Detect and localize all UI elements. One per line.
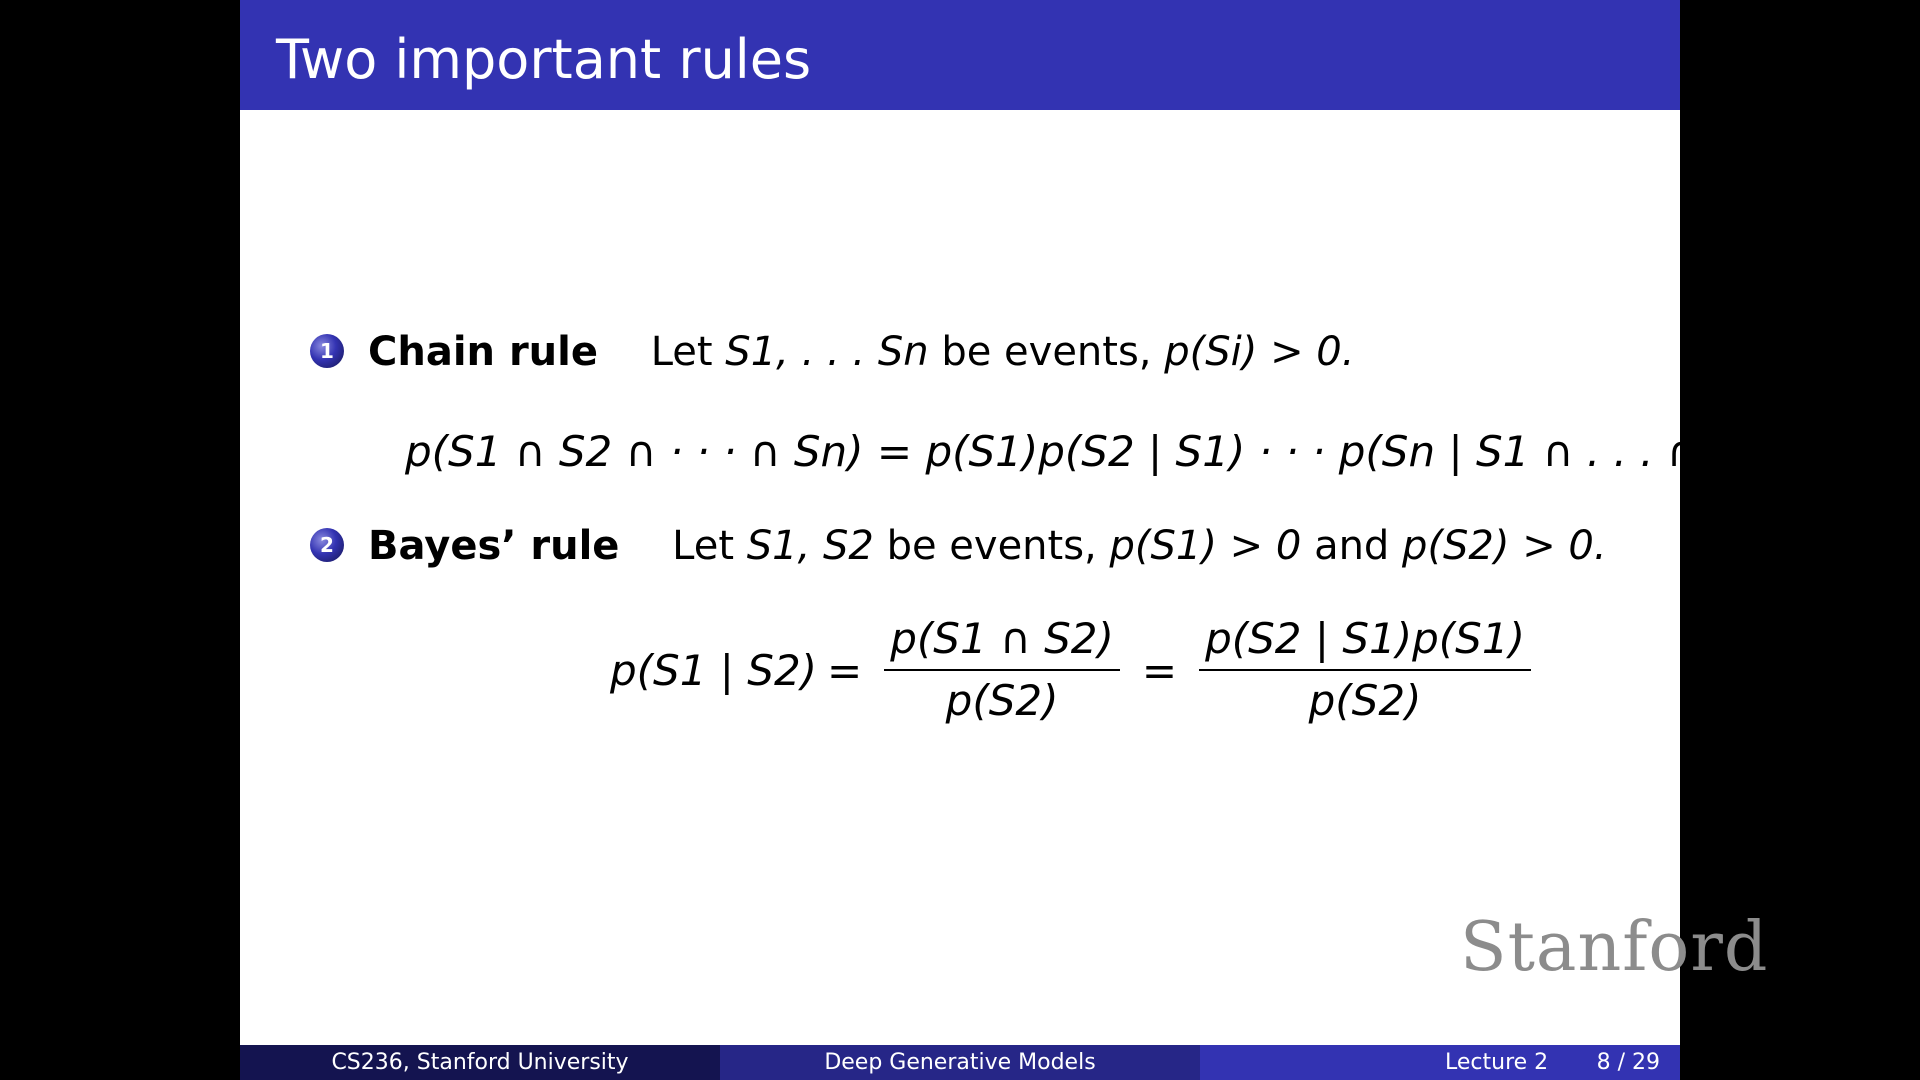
fraction-2 — [1199, 613, 1531, 727]
bayes-rule-condition-1: p(S1) > 0 — [1109, 523, 1302, 569]
fraction-1-denominator: p(S2) — [945, 676, 1059, 725]
chain-rule-condition: p(Si) > 0. — [1164, 329, 1355, 375]
bayes-rule-heading: Bayes’ rule — [368, 523, 620, 569]
chain-rule-let: Let — [650, 329, 713, 375]
equals-sign: = — [1141, 645, 1178, 695]
slide — [240, 0, 1843, 1080]
footer-page-number: 8 / 29 — [1596, 1050, 1660, 1075]
footer-title: Deep Generative Models — [720, 1045, 1200, 1080]
fraction-2-numerator: p(S2 | S1)p(S1) — [1199, 613, 1531, 671]
bayes-rule-equation — [610, 610, 1543, 730]
footer-lecture: Lecture 2 — [1445, 1050, 1549, 1075]
fraction-1 — [884, 613, 1120, 727]
equals-sign: = — [827, 645, 863, 695]
bayes-lhs: p(S1 | S2) — [610, 645, 818, 695]
stanford-logo: Stanford — [1460, 908, 1769, 987]
chain-rule-line — [368, 322, 1354, 382]
bayes-rule-be-events: be events, — [886, 523, 1097, 569]
footer-course: CS236, Stanford University — [240, 1045, 720, 1080]
chain-rule-equation: p(S1 ∩ S2 ∩ · · · ∩ Sn) = p(S1)p(S2 | S1) · · · p(Sn | S1 ∩ . . . ∩ Sn−1) — [405, 427, 1843, 476]
bayes-rule-and: and — [1314, 523, 1390, 569]
footer-right — [1200, 1045, 1680, 1080]
chain-rule-be-events: be events, — [941, 329, 1152, 375]
bayes-rule-condition-2: p(S2) > 0. — [1402, 523, 1607, 569]
bayes-rule-line — [368, 516, 1607, 576]
title-bar — [240, 0, 1680, 110]
chain-rule-heading: Chain rule — [368, 329, 598, 375]
bayes-rule-let: Let — [672, 523, 735, 569]
bullet-number-1: 1 — [310, 334, 344, 368]
fraction-2-denominator: p(S2) — [1308, 676, 1422, 725]
bayes-rule-events: S1, S2 — [746, 523, 874, 569]
bullet-number-2: 2 — [310, 528, 344, 562]
chain-rule-events: S1, . . . Sn — [725, 329, 929, 375]
footer — [240, 1045, 1680, 1080]
slide-title: Two important rules — [276, 28, 812, 91]
fraction-1-numerator: p(S1 ∩ S2) — [884, 613, 1120, 671]
